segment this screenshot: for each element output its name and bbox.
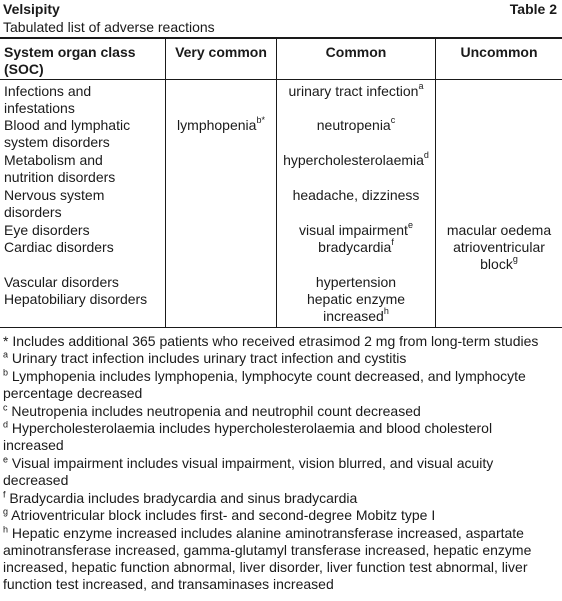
table-top-rule — [0, 37, 562, 39]
footnote-marker: d — [423, 150, 429, 161]
table-row-soc — [4, 117, 164, 151]
table-row-soc — [4, 152, 164, 186]
common-reaction — [277, 291, 435, 325]
soc-label: Eye disorders — [4, 222, 90, 238]
header-soc — [4, 44, 164, 78]
footnote-text: Bradycardia includes bradycardia and sinus bradycardia — [9, 490, 358, 506]
footnote-marker: b — [3, 367, 9, 378]
reaction-text: headache, dizziness — [292, 187, 420, 203]
common-reaction — [277, 187, 435, 204]
footnote-marker: a — [3, 349, 9, 360]
footnote-text: Neutropenia includes neutropenia and neutrophil count decreased — [11, 403, 421, 419]
common-reaction — [277, 274, 435, 291]
soc-label: Nervous system — [4, 187, 105, 203]
reaction-text: hypertension — [315, 274, 397, 290]
footnote-text: aminotransferase increased, gamma-glutamyl transferase increased, hepatic enzyme — [3, 542, 532, 558]
footnote-text: function test increased, and transaminases increased — [3, 576, 334, 592]
footnote-text: percentage decreased — [3, 385, 143, 401]
common-reaction — [277, 239, 435, 256]
table-row-soc — [4, 274, 164, 291]
reaction-text: visual impairment — [299, 222, 408, 238]
header-soc-line1: System organ class — [4, 44, 136, 60]
footnote-c — [3, 403, 559, 420]
footnote-f — [3, 490, 559, 507]
footnote-e — [3, 455, 559, 489]
footnote-star — [3, 333, 559, 350]
soc-label: Vascular disorders — [4, 274, 119, 290]
soc-label: disorders — [4, 204, 62, 220]
soc-label: Cardiac disorders — [4, 239, 114, 255]
footnote-text: Atrioventricular block includes first- and second-degree Mobitz type I — [11, 507, 436, 523]
soc-label: infestations — [4, 100, 75, 116]
footnote-text: increased — [3, 437, 64, 453]
table-number: Table 2 — [509, 1, 557, 17]
footnote-marker: d — [3, 419, 9, 430]
header-uncommon: Uncommon — [460, 44, 538, 60]
reaction-text: hepatic enzyme — [306, 291, 406, 307]
footnote-text: Hepatic enzyme increased includes alanine aminotransferase increased, aspartate — [11, 525, 524, 541]
footnote-g — [3, 507, 559, 524]
footnote-text: Includes additional 365 patients who received etrasimod 2 mg from long-term studies — [12, 333, 539, 349]
header-common: Common — [325, 44, 387, 60]
table-header-rule — [0, 79, 562, 80]
footnote-h — [3, 525, 559, 593]
footnote-text: increased, hepatic function abnormal, liver disorder, liver function test abnormal, liver — [3, 559, 528, 575]
column-divider — [165, 38, 166, 327]
very-common-reaction — [166, 117, 276, 134]
soc-label: Infections and — [4, 83, 92, 99]
soc-label: Blood and lymphatic — [4, 117, 131, 133]
footnote-marker: f — [3, 489, 6, 500]
table-row-soc — [4, 239, 164, 256]
uncommon-reaction — [436, 239, 562, 273]
footnote-marker: h — [3, 524, 9, 535]
table-row-soc — [4, 222, 164, 239]
soc-label: nutrition disorders — [4, 169, 116, 185]
common-reaction — [277, 83, 435, 100]
common-reaction — [277, 152, 435, 169]
footnote-marker: g — [3, 506, 9, 517]
footnote-marker: * — [3, 333, 9, 349]
reaction-text: atrioventricular — [453, 239, 545, 255]
footnote-text: Hypercholesterolaemia includes hypercholesterolaemia and blood cholesterol — [11, 420, 493, 436]
table-bottom-rule — [0, 327, 562, 328]
reaction-text: bradycardia — [318, 239, 392, 255]
footnote-text: Urinary tract infection includes urinary tract infection and cystitis — [11, 350, 407, 366]
common-reaction — [277, 222, 435, 239]
footnote-marker: f — [391, 237, 394, 248]
footnote-marker: h — [383, 306, 389, 317]
table-row-soc — [4, 83, 164, 117]
table-row-soc — [4, 291, 164, 308]
reaction-text: neutropenia — [316, 117, 391, 133]
soc-label: Hepatobiliary disorders — [4, 291, 148, 307]
header-soc-line2: (SOC) — [4, 61, 44, 77]
reaction-text: increased — [323, 308, 384, 324]
header-very-common: Very common — [175, 44, 267, 60]
footnote-marker: c — [3, 402, 8, 413]
common-reaction — [277, 117, 435, 134]
footnote-marker: e — [3, 454, 9, 465]
soc-label: system disorders — [4, 134, 110, 150]
reaction-text: block — [480, 256, 513, 272]
reaction-text: lymphopenia — [177, 117, 257, 133]
column-divider — [435, 38, 436, 327]
footnote-marker: b* — [256, 115, 265, 126]
soc-label: Metabolism and — [4, 152, 103, 168]
footnote-marker: a — [418, 81, 424, 92]
footnote-marker: e — [407, 220, 413, 231]
footnote-b — [3, 368, 559, 402]
reaction-text: urinary tract infection — [288, 83, 419, 99]
footnote-a — [3, 350, 559, 367]
footnote-text: decreased — [3, 472, 69, 488]
uncommon-reaction: macular oedema — [446, 222, 552, 238]
footnote-marker: c — [390, 115, 396, 126]
footnote-text: Visual impairment includes visual impairment, vision blurred, and visual acuity — [11, 455, 494, 471]
document-title: Velsipity — [3, 1, 60, 17]
footnote-marker: g — [512, 254, 518, 265]
reaction-text: hypercholesterolaemia — [283, 152, 424, 168]
document-subtitle: Tabulated list of adverse reactions — [3, 19, 215, 35]
footnote-text: Lymphopenia includes lymphopenia, lymphocyte count decreased, and lymphocyte — [11, 368, 526, 384]
table-row-soc — [4, 187, 164, 221]
footnote-d — [3, 420, 559, 454]
